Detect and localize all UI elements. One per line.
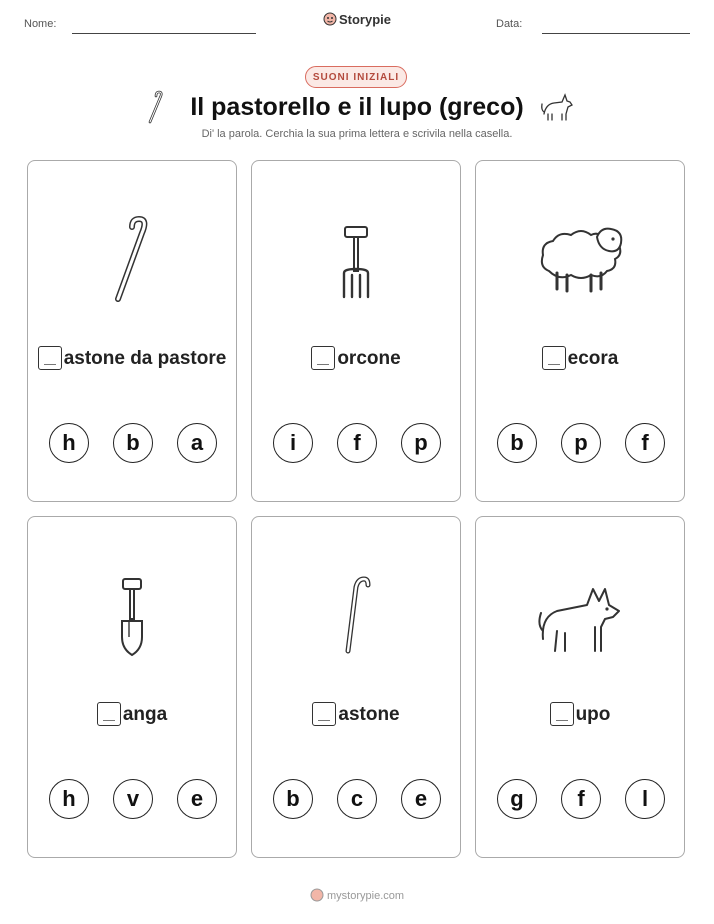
answer-box[interactable] xyxy=(312,702,336,726)
letter-choice[interactable]: e xyxy=(401,779,441,819)
storypie-logo-icon xyxy=(310,888,324,902)
letter-choice[interactable]: p xyxy=(401,423,441,463)
word-prompt xyxy=(252,702,460,726)
answer-box[interactable] xyxy=(550,702,574,726)
word-ending: astone xyxy=(338,704,400,725)
word-card xyxy=(475,160,685,502)
answer-box[interactable] xyxy=(311,346,335,370)
brand-name: Storypie xyxy=(338,12,391,27)
footer-url[interactable]: mystorypie.com xyxy=(327,890,405,902)
letter-choice[interactable]: h xyxy=(49,779,89,819)
answer-box[interactable] xyxy=(38,346,62,370)
staff-icon xyxy=(102,211,162,311)
word-ending: orcone xyxy=(337,348,401,369)
wolf-icon xyxy=(540,90,574,122)
word-card xyxy=(475,516,685,858)
letter-choice[interactable]: l xyxy=(625,779,665,819)
word-prompt xyxy=(252,346,460,370)
word-card xyxy=(27,516,237,858)
page-title: Il pastorello e il lupo (greco) xyxy=(190,93,524,121)
word-ending: anga xyxy=(122,704,168,725)
word-prompt xyxy=(476,346,684,370)
word-ending: ecora xyxy=(567,348,619,369)
letter-choice[interactable]: v xyxy=(113,779,153,819)
letter-choice[interactable]: e xyxy=(177,779,217,819)
letter-choice[interactable]: g xyxy=(497,779,537,819)
word-prompt xyxy=(28,346,236,370)
shovel-icon xyxy=(102,567,162,667)
storypie-logo-icon xyxy=(323,12,337,26)
brand xyxy=(0,12,714,27)
wolf-icon xyxy=(535,567,625,667)
word-ending: upo xyxy=(575,704,611,725)
date-field[interactable] xyxy=(542,33,690,34)
answer-box[interactable] xyxy=(97,702,121,726)
letter-choice[interactable]: b xyxy=(497,423,537,463)
word-ending: astone da pastore xyxy=(63,348,227,369)
answer-box[interactable] xyxy=(542,346,566,370)
name-label: Nome: xyxy=(24,18,57,30)
instructions: Di' la parola. Cerchia la sua prima lettera e scrivila nella casella. xyxy=(201,128,513,140)
walking-stick-icon xyxy=(326,567,386,667)
word-prompt xyxy=(476,702,684,726)
letter-choice[interactable]: a xyxy=(177,423,217,463)
letter-choice[interactable]: p xyxy=(561,423,601,463)
word-prompt xyxy=(28,702,236,726)
word-card xyxy=(251,516,461,858)
pitchfork-icon xyxy=(326,211,386,311)
letter-choice[interactable]: f xyxy=(625,423,665,463)
letter-choice[interactable]: b xyxy=(113,423,153,463)
letter-choice[interactable]: i xyxy=(273,423,313,463)
letter-choice[interactable]: b xyxy=(273,779,313,819)
word-card xyxy=(251,160,461,502)
footer xyxy=(0,888,714,902)
category-badge: SUONI INIZIALI xyxy=(305,66,407,88)
name-field[interactable] xyxy=(72,33,256,34)
letter-choice[interactable]: h xyxy=(49,423,89,463)
sheep-icon xyxy=(535,211,625,311)
letter-choice[interactable]: f xyxy=(561,779,601,819)
letter-choice[interactable]: f xyxy=(337,423,377,463)
letter-choice[interactable]: c xyxy=(337,779,377,819)
word-card xyxy=(27,160,237,502)
date-label: Data: xyxy=(496,18,523,30)
